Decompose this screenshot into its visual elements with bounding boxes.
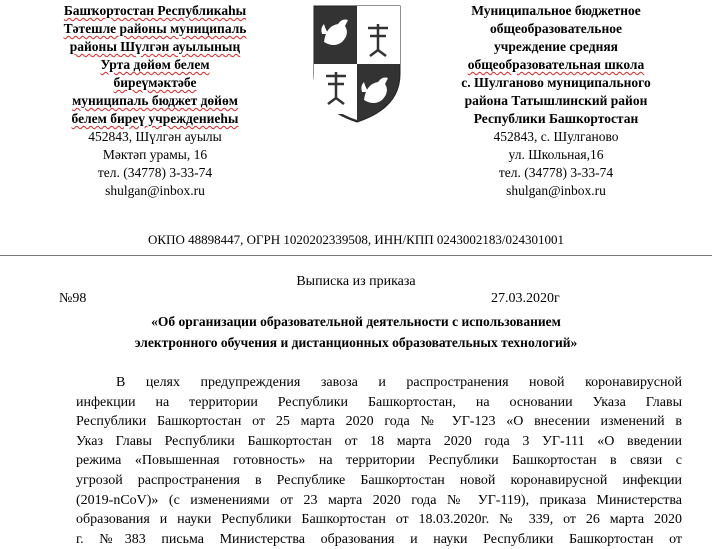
document-title: Выписка из приказа [296, 274, 416, 289]
header-divider [0, 255, 712, 256]
body-line: режима «Повышенная готовность» на территории Республики Башкортостан в связи с [76, 453, 682, 469]
right-header-address: 452843, с. Шулганово [493, 129, 619, 144]
order-subject-line: «Об организации образовательной деятельности с использованием [151, 314, 561, 329]
body-line: инфекции на территории Республики Башкортостан, на основании Указа Главы [76, 394, 682, 410]
shield-icon [312, 4, 402, 124]
right-header-phone: тел. (34778) 3-33-74 [498, 165, 614, 180]
left-header-street: Мәктәп урамы, 16 [102, 147, 208, 162]
body-line: Указ Главы Республики Башкортостан от 18 марта 2020 года 3 УГ-111 «О введении [76, 433, 682, 449]
left-header-phone: тел. (34778) 3-33-74 [97, 165, 213, 180]
order-subject-line: электронного обучения и дистанционных образовательных технологий» [134, 335, 578, 350]
left-header-line: муниципаль бюджет дөйөм [72, 93, 238, 108]
left-header-address: 452843, Шүлгән ауылы [88, 129, 222, 144]
organization-requisites: ОКПО 48898447, ОГРН 1020202339508, ИНН/КПП 0243002183/024301001 [148, 232, 564, 247]
body-line: В целях предупреждения завоза и распространения новой коронавирусной [116, 375, 682, 390]
order-subject [0, 311, 712, 353]
right-header-email: shulgan@inbox.ru [506, 183, 606, 198]
left-header-line: районы Шүлгән ауылының [69, 39, 241, 54]
right-header-street: ул. Школьная,16 [508, 147, 604, 162]
order-body [76, 373, 682, 549]
body-line: образования и науки Республики Башкортостан от 18.03.2020г. № 339, от 26 марта 2020 [76, 512, 682, 528]
right-header-line: общеобразовательное [490, 21, 622, 36]
body-line: Республики Башкортостан от 25 марта 2020 года № УГ-123 «О внесении изменений в [76, 414, 682, 430]
left-header-line: Башҡортостан Республикаһы [63, 3, 247, 18]
order-date: 27.03.2020г [491, 291, 560, 306]
left-header-line: биреүмәктәбе [113, 75, 197, 90]
right-header-line: Муниципальное бюджетное [471, 3, 641, 18]
body-line: (2019-nCoV)» (с изменениями от 23 марта 2020 года № УГ-119), приказа Министерства [76, 492, 682, 508]
right-header-line: района Татышлинский район [464, 93, 648, 108]
right-header-line: общеобразовательная школа [467, 57, 645, 72]
order-number: №98 [59, 291, 87, 306]
left-header-line: Тәтешле районы муниципаль [63, 21, 247, 36]
body-line: г. №383 письма Министерства образования и науки Республики Башкортостан от [76, 531, 682, 547]
left-header-line: белем биреү учреждениеһы [71, 111, 239, 126]
left-header [40, 2, 270, 200]
coat-of-arms-emblem [312, 4, 402, 124]
left-header-email: shulgan@inbox.ru [105, 183, 205, 198]
left-header-line: Урта дөйөм белем [100, 57, 210, 72]
right-header-line: Республики Башкортостан [473, 111, 639, 126]
right-header-line: с. Шулганово муниципального [461, 75, 651, 90]
right-header-line: учреждение средняя [494, 39, 618, 54]
right-header [437, 2, 675, 200]
body-line: угрозой распространения в Республике Башкортостан новой коронавирусной инфекции [76, 472, 682, 488]
